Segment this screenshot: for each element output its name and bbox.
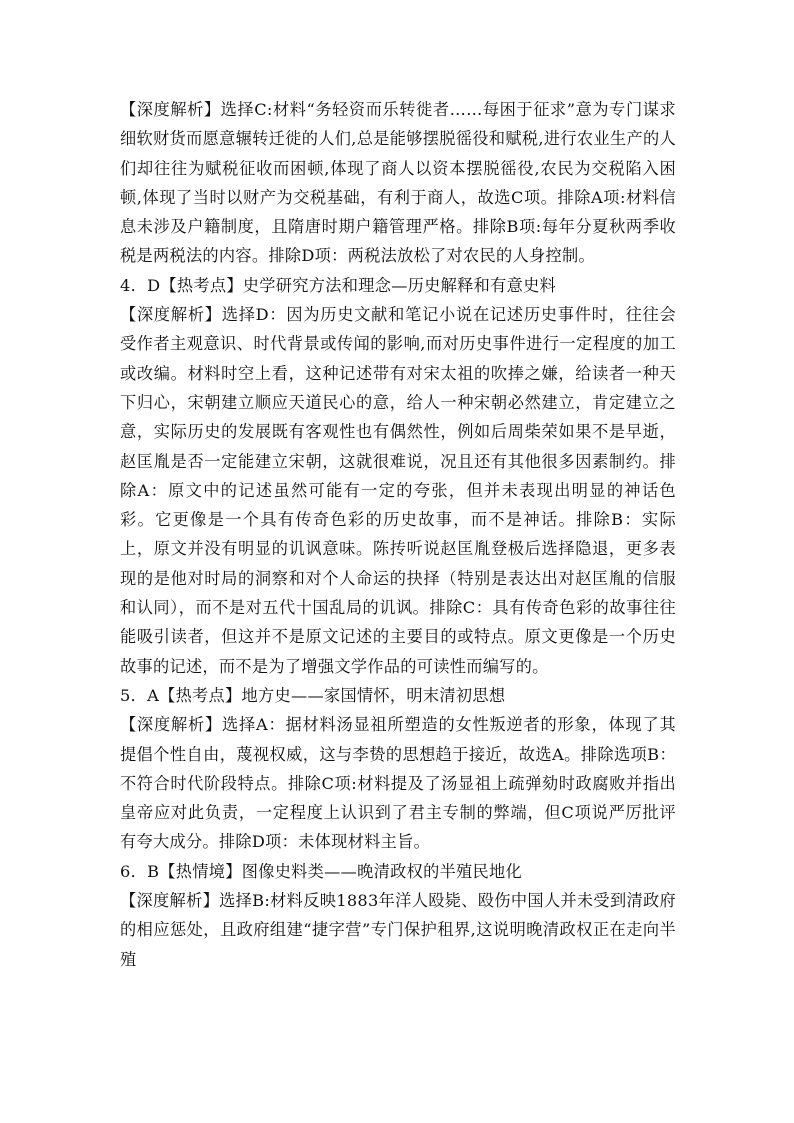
analysis-paragraph-q4: 【深度解析】选择D：因为历史文献和笔记小说在记述历史事件时，往往会受作者主观意识、时代背景或传闻的影响,而对历史事件进行一定程度的加工或改编。材料时空上看，这种记述带有对宋太祖的吹捧之嫌，给读者一种天下归心，宋朝建立顺应天道民心的意，给人一种宋朝必然建立，肯定建立之意，实际历史的发展既有客观性也有偶然性，例如后周柴荣如果不是早逝，赵匡胤是否一定能建立宋朝，这就很难说，况且还有其他很多因素制约。排除A：原文中的记述虽然可能有一定的夸张，但并未表现出明显的神话色彩。它更像是一个具有传奇色彩的历史故事，而不是神话。排除B：实际上，原文并没有明显的讥讽意味。陈抟听说赵匡胤登极后选择隐退，更多表现的是他对时局的洞察和对个人命运的抉择（特别是表达出对赵匡胤的信服和认同），而不是对五代十国乱局的讥讽。排除C：具有传奇色彩的故事往往能吸引读者，但这并不是原文记述的主要目的或特点。原文更像是一个历史故事的记述，而不是为了增强文学作品的可读性而编写的。 <box>120 305 676 676</box>
analysis-paragraph-q5: 【深度解析】选择A：据材料汤显祖所塑造的女性叛逆者的形象，体现了其提倡个性自由，蔑视权威，这与李贽的思想趋于接近，故选A。排除选项B：不符合时代阶段特点。排除C项:材料提及了汤显祖上疏弹劾时政腐败并指出皇帝应对此负责，一定程度上认识到了君主专制的弊端，但C项说严厉批评有夸大成分。排除D项：未体现材料主旨。 <box>120 715 676 852</box>
question-heading-4: 4．D【热考点】史学研究方法和理念—历史解释和有意史料 <box>120 275 557 295</box>
analysis-paragraph-q6: 【深度解析】选择B:材料反映1883年洋人殴毙、殴伤中国人并未受到清政府的相应惩处，且政府组建“捷字营”专门保护租界,这说明晚清政权正在走向半殖 <box>120 891 676 969</box>
analysis-paragraph-q3: 【深度解析】选择C:材料“务轻资而乐转徙者……每困于征求”意为专门谋求细软财货而愿意辗转迁徙的人们,总是能够摆脱徭役和赋税,进行农业生产的人们却往往为赋税征收而困顿,体现了商人以资本摆脱徭役,农民为交税陷入困顿,体现了当时以财产为交税基础，有利于商人，故选C项。排除A项:材料信息未涉及户籍制度，且隋唐时期户籍管理严格。排除B项:每年分夏秋两季收税是两税法的内容。排除D项：两税法放松了对农民的人身控制。 <box>120 100 676 266</box>
question-heading-6: 6．B【热情境】图像史料类——晚清政权的半殖民地化 <box>120 861 523 881</box>
document-body <box>120 95 676 974</box>
question-heading-5: 5．A【热考点】地方史——家国情怀，明末清初思想 <box>120 685 506 705</box>
